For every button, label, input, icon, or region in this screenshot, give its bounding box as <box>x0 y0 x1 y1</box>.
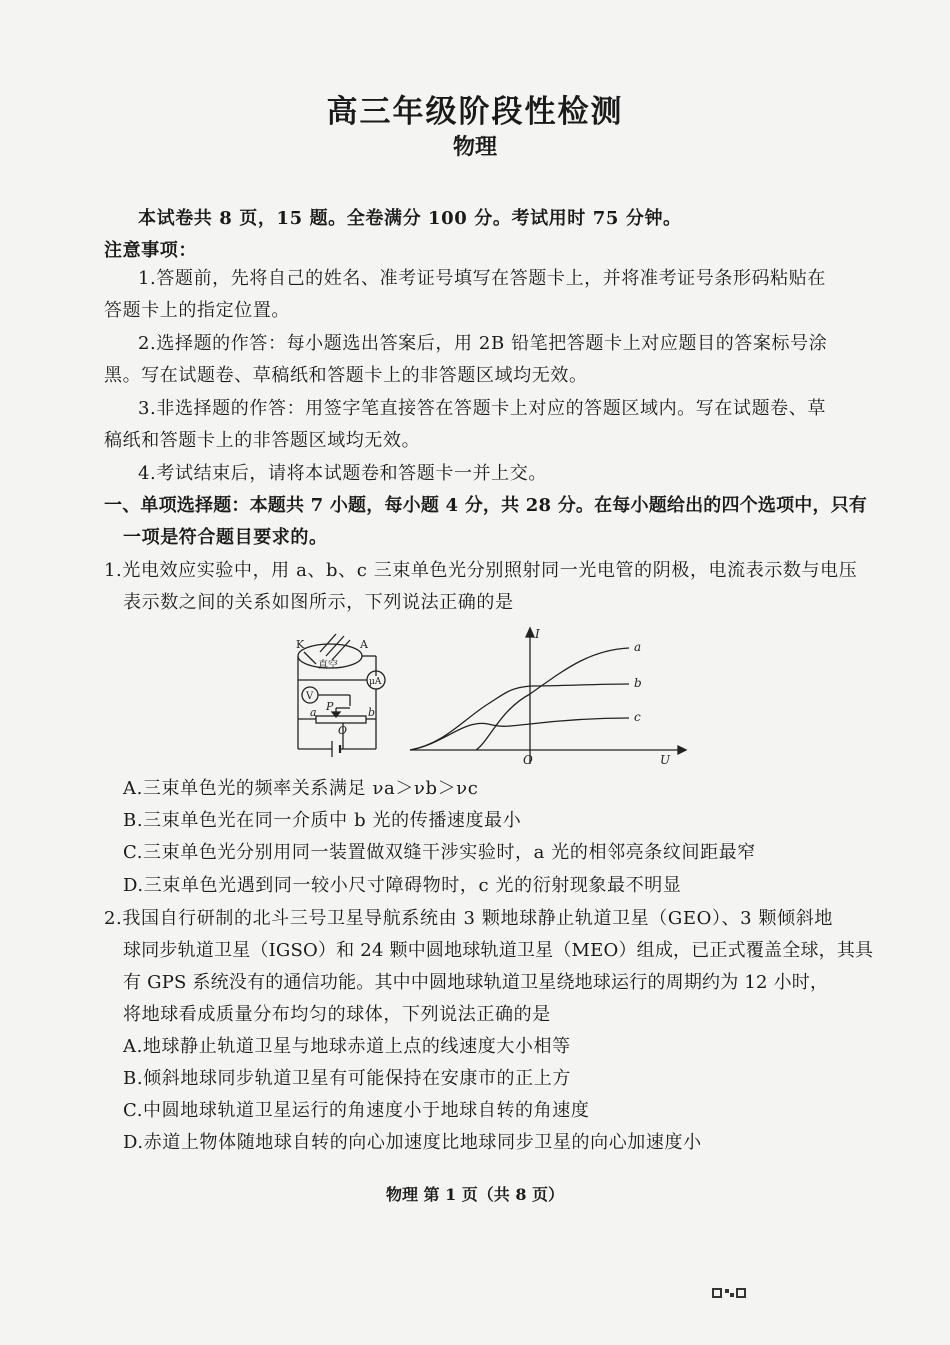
subject-title: 物理 <box>452 134 497 160</box>
curve-c <box>410 718 629 750</box>
label-vacuum: 真空 <box>318 660 338 671</box>
q1-option-c: C.三束单色光分别用同一装置做双缝干涉实验时，a 光的相邻亮条纹间距最窄 <box>123 842 756 863</box>
notice-heading: 注意事项： <box>104 240 197 261</box>
page-footer: 物理 第 1 页（共 8 页） <box>385 1185 565 1204</box>
notice-line-5: 3.非选择题的作答：用签字笔直接答在答题卡上对应的答题区域内。写在试题卷、草 <box>138 398 826 419</box>
q2-option-d: D.赤道上物体随地球自转的向心加速度比地球同步卫星的向心加速度小 <box>123 1132 702 1153</box>
q2-stem-line4: 将地球看成质量分布均匀的球体，下列说法正确的是 <box>123 1004 551 1025</box>
notice-line-3: 2.选择题的作答：每小题选出答案后，用 2B 铅笔把答题卡上对应题目的答案标号涂 <box>138 333 828 354</box>
q2-stem-line2: 球同步轨道卫星（IGSO）和 24 颗中圆地球轨道卫星（MEO）组成，已正式覆盖全球，其具 <box>123 940 874 961</box>
q2-option-a: A.地球静止轨道卫星与地球赤道上点的线速度大小相等 <box>123 1036 571 1057</box>
notice-line-4: 黑。写在试题卷、草稿纸和答题卡上的非答题区域均无效。 <box>104 365 588 386</box>
q1-option-d: D.三束单色光遇到同一较小尺寸障碍物时，c 光的衍射现象最不明显 <box>123 875 682 896</box>
label-b: b <box>368 706 376 719</box>
q2-stem-line1: 2.我国自行研制的北斗三号卫星导航系统由 3 颗地球静止轨道卫星（GEO）、3 颗倾斜地 <box>104 908 833 929</box>
q1-stem-line2: 表示数之间的关系如图所示，下列说法正确的是 <box>123 592 514 613</box>
rheostat <box>316 716 366 723</box>
circuit-diagram <box>280 624 390 764</box>
q1-stem-line1: 1.光电效应实验中，用 a、b、c 三束单色光分别照射同一光电管的阴极，电流表示数与电压 <box>104 560 858 581</box>
label-V: V <box>306 691 314 702</box>
x-axis-label: U <box>660 753 671 766</box>
q2-option-b: B.倾斜地球同步轨道卫星有可能保持在安康市的正上方 <box>123 1068 571 1089</box>
label-uA: μA <box>369 677 382 687</box>
q1-option-a: A.三束单色光的频率关系满足 νa＞νb＞νc <box>123 778 479 799</box>
curve-a-label: a <box>634 640 642 654</box>
page-title: 高三年级阶段性检测 <box>326 94 624 130</box>
y-axis-label: I <box>535 627 540 641</box>
iu-graph <box>404 624 694 766</box>
q2-option-c: C.中圆地球轨道卫星运行的角速度小于地球自转的角速度 <box>123 1100 590 1121</box>
q2-stem-line3: 有 GPS 系统没有的通信功能。其中中圆地球轨道卫星绕地球运行的周期约为 12 小时， <box>123 972 829 993</box>
label-a: a <box>310 706 317 719</box>
notice-line-1: 1.答题前，先将自己的姓名、准考证号填写在答题卡上，并将准考证号条形码粘贴在 <box>138 268 826 289</box>
notice-line-2: 答题卡上的指定位置。 <box>104 300 290 321</box>
curve-c-label: c <box>634 710 641 724</box>
section1-heading-line2: 一项是符合题目要求的。 <box>123 527 328 548</box>
notice-line-7: 4.考试结束后，请将本试题卷和答题卡一并上交。 <box>138 463 547 484</box>
label-K: K <box>296 638 305 651</box>
curve-b <box>410 684 629 750</box>
label-A: A <box>360 638 368 651</box>
notice-line-6: 稿纸和答题卡上的非答题区域均无效。 <box>104 430 421 451</box>
origin-label: O <box>523 753 533 766</box>
q1-option-b: B.三束单色光在同一介质中 b 光的传播速度最小 <box>123 810 522 831</box>
exam-intro: 本试卷共 8 页，15 题。全卷满分 100 分。考试用时 75 分钟。 <box>138 208 682 229</box>
curve-a <box>476 648 629 750</box>
qr-code-icon <box>712 1288 752 1300</box>
label-P: P <box>326 700 334 713</box>
curve-b-label: b <box>634 676 642 690</box>
section1-heading-line1: 一、单项选择题：本题共 7 小题，每小题 4 分，共 28 分。在每小题给出的四个选项中，只有 <box>104 495 868 516</box>
label-O: O <box>338 724 348 737</box>
